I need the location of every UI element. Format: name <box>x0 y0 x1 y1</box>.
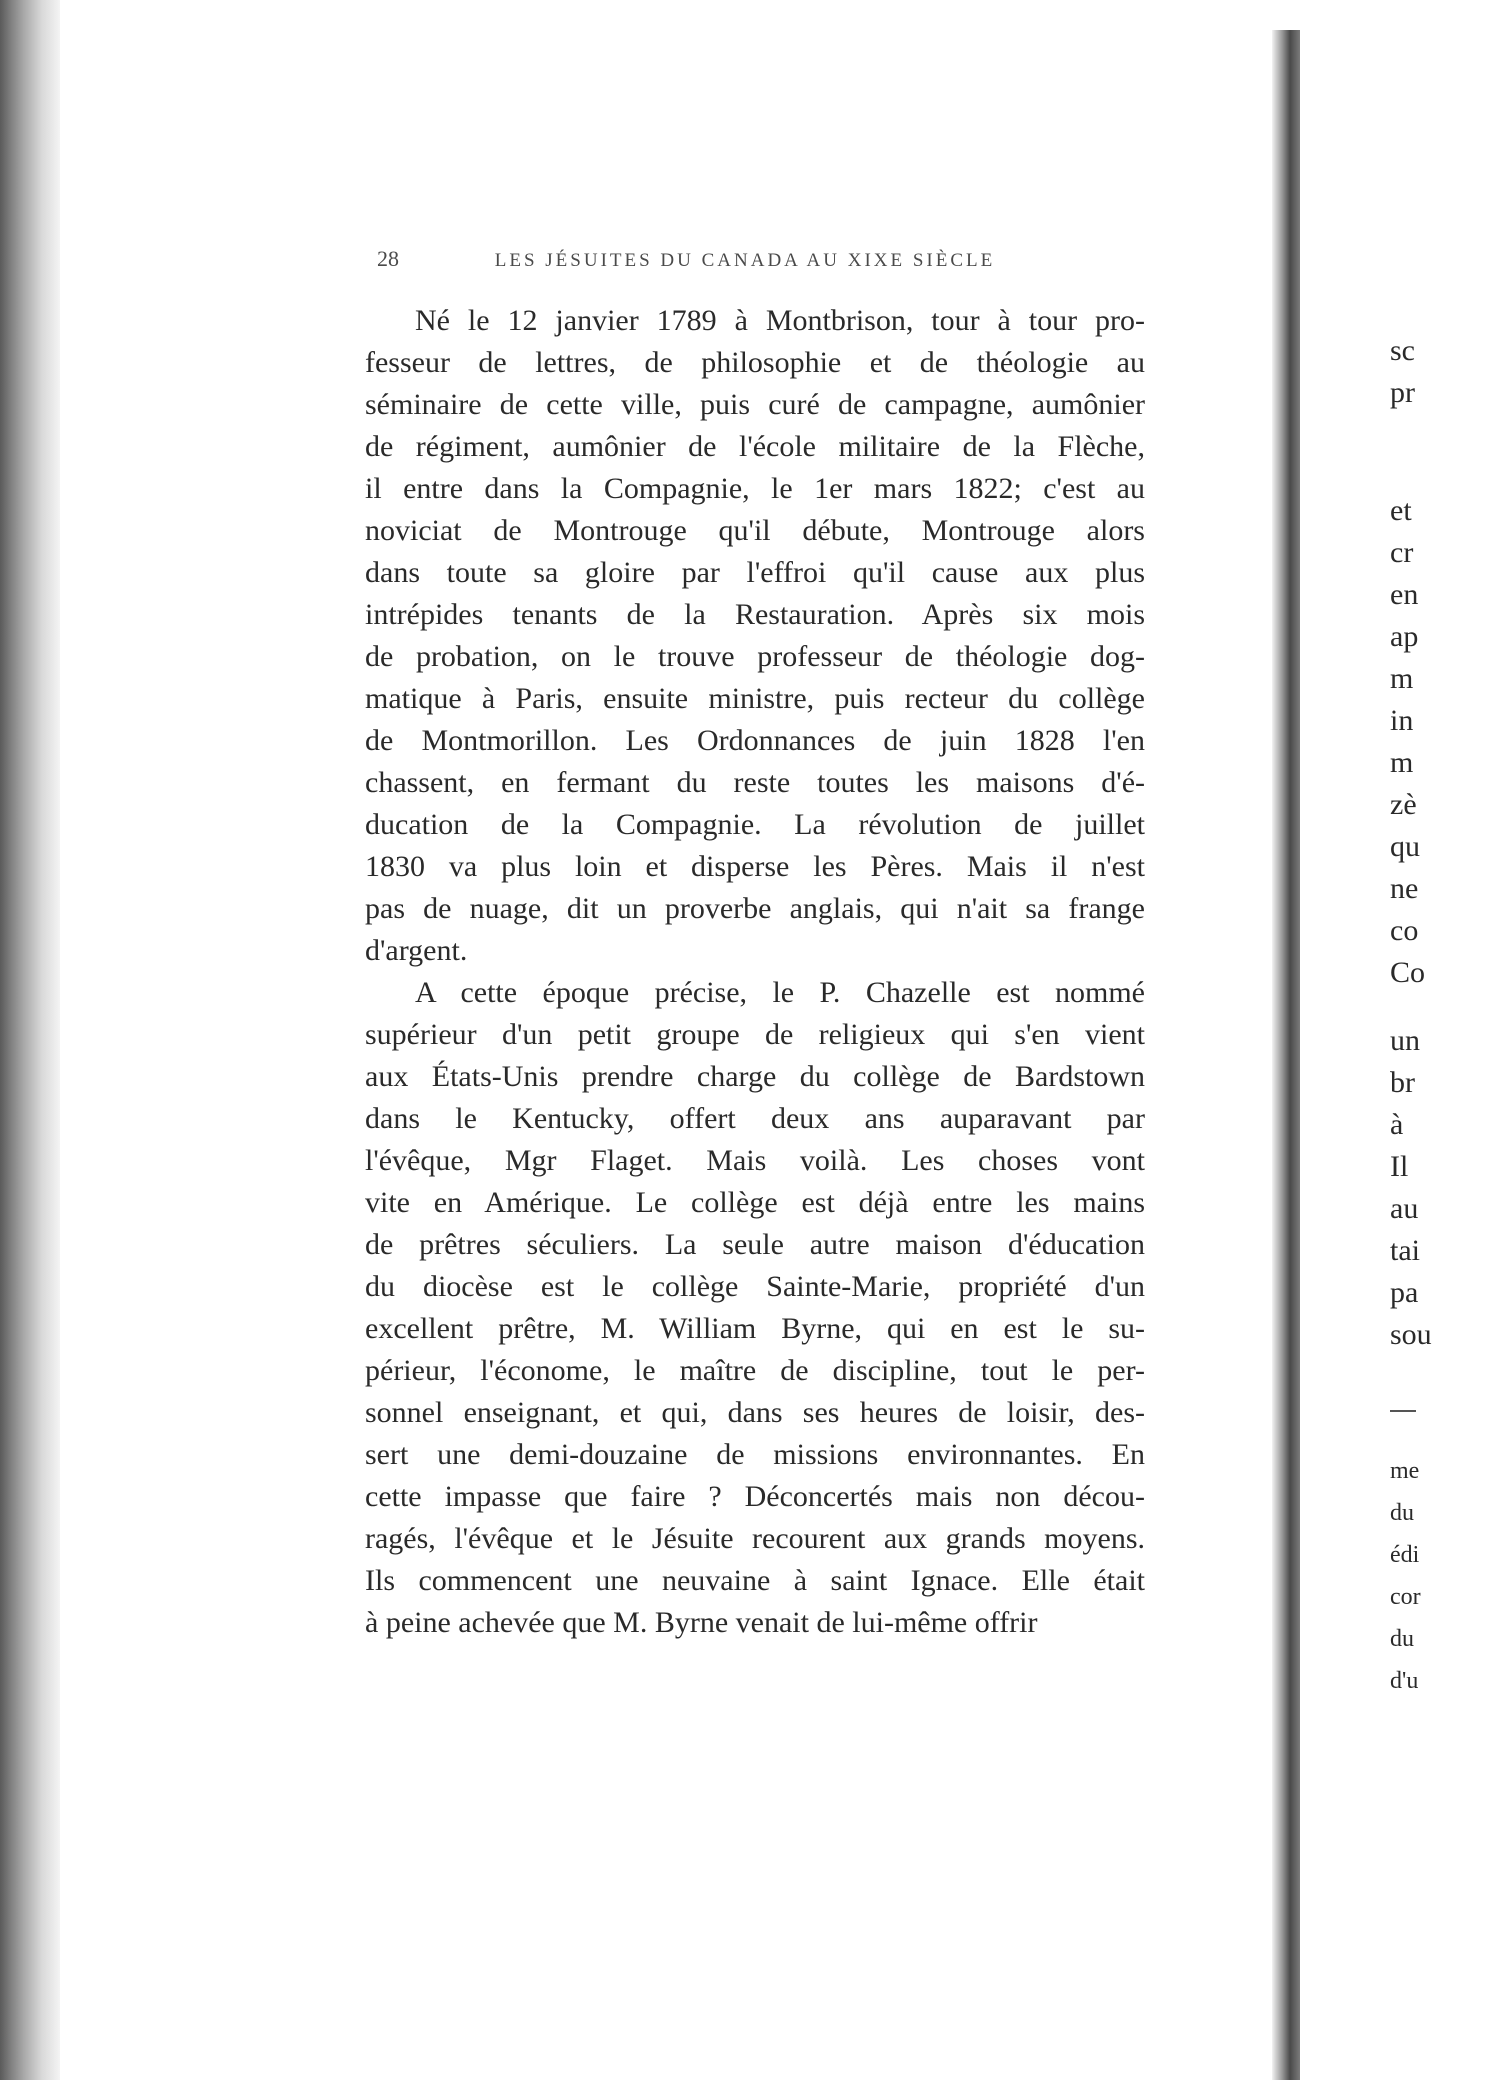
text-line: de probation, on le trouve professeur de théologie dog- <box>365 640 1145 673</box>
text-line: fesseur de lettres, de philosophie et de théologie au <box>365 346 1145 379</box>
facing-page-fragment: Co <box>1390 956 1426 989</box>
text-line: périeur, l'économe, le maître de discipline, tout le per- <box>365 1354 1145 1387</box>
facing-page-fragment: qu <box>1390 830 1420 863</box>
text-line: Né le 12 janvier 1789 à Montbrison, tour à tour pro- <box>415 304 1145 337</box>
facing-page-fragment: tai <box>1390 1234 1420 1267</box>
facing-page-fragment: m <box>1390 662 1414 695</box>
facing-page-fragment: d'u <box>1390 1668 1419 1694</box>
facing-page-fragment: ap <box>1390 620 1419 653</box>
text-line: pas de nuage, dit un proverbe anglais, qui n'ait sa frange <box>365 892 1145 925</box>
facing-page-fragment: et <box>1390 494 1412 527</box>
text-line: chassent, en fermant du reste toutes les maisons d'é- <box>365 766 1145 799</box>
running-title: LES JÉSUITES DU CANADA AU XIXE SIÈCLE <box>494 250 996 271</box>
text-line: excellent prêtre, M. William Byrne, qui en est le su- <box>365 1312 1145 1345</box>
facing-page-fragment: sc <box>1390 334 1415 367</box>
text-line: ragés, l'évêque et le Jésuite recourent aux grands moyens. <box>365 1522 1145 1555</box>
facing-page-fragment: cor <box>1390 1584 1421 1610</box>
book-gutter <box>1272 30 1300 2080</box>
facing-page-fragment: cr <box>1390 536 1414 569</box>
facing-page-fragment: me <box>1390 1458 1420 1484</box>
facing-page-fragment: m <box>1390 746 1414 779</box>
facing-page-fragment: un <box>1390 1024 1420 1057</box>
facing-page-fragment: à <box>1390 1108 1404 1141</box>
facing-page-fragment: zè <box>1390 788 1417 821</box>
footnote-rule <box>1390 1410 1416 1412</box>
text-line: dans le Kentucky, offert deux ans auparavant par <box>365 1102 1145 1135</box>
facing-page-fragment: in <box>1390 704 1414 737</box>
text-line: intrépides tenants de la Restauration. Après six mois <box>365 598 1145 631</box>
text-line: sonnel enseignant, et qui, dans ses heures de loisir, des- <box>365 1396 1145 1429</box>
text-line: de régiment, aumônier de l'école militaire de la Flèche, <box>365 430 1145 463</box>
text-line: de Montmorillon. Les Ordonnances de juin 1828 l'en <box>365 724 1145 757</box>
text-line: du diocèse est le collège Sainte-Marie, propriété d'un <box>365 1270 1145 1303</box>
facing-page-fragment: br <box>1390 1066 1415 1099</box>
text-line: il entre dans la Compagnie, le 1er mars 1822; c'est au <box>365 472 1145 505</box>
text-line: dans toute sa gloire par l'effroi qu'il cause aux plus <box>365 556 1145 589</box>
text-line: vite en Amérique. Le collège est déjà entre les mains <box>365 1186 1145 1219</box>
facing-page-fragment: pr <box>1390 376 1415 409</box>
text-line: sert une demi-douzaine de missions environnantes. En <box>365 1438 1145 1471</box>
facing-page-fragment: édi <box>1390 1542 1420 1568</box>
text-line: 1830 va plus loin et disperse les Pères. Mais il n'est <box>365 850 1145 883</box>
text-line: matique à Paris, ensuite ministre, puis recteur du collège <box>365 682 1145 715</box>
text-line: séminaire de cette ville, puis curé de campagne, aumônier <box>365 388 1145 421</box>
running-head <box>377 246 1177 276</box>
facing-page-fragment: pa <box>1390 1276 1419 1309</box>
text-line: supérieur d'un petit groupe de religieux qui s'en vient <box>365 1018 1145 1051</box>
text-line: ducation de la Compagnie. La révolution de juillet <box>365 808 1145 841</box>
facing-page-fragment: sou <box>1390 1318 1432 1351</box>
text-line: Ils commencent une neuvaine à saint Ignace. Elle était <box>365 1564 1145 1597</box>
text-line: l'évêque, Mgr Flaget. Mais voilà. Les choses vont <box>365 1144 1145 1177</box>
facing-page-fragment: au <box>1390 1192 1419 1225</box>
facing-page-fragment: du <box>1390 1500 1414 1526</box>
facing-page-fragment: co <box>1390 914 1419 947</box>
facing-page-fragment: du <box>1390 1626 1414 1652</box>
book-binding-edge <box>0 0 60 2080</box>
page-number: 28 <box>377 246 399 271</box>
text-line: de prêtres séculiers. La seule autre maison d'éducation <box>365 1228 1145 1261</box>
body-text <box>365 300 1145 1644</box>
text-line: à peine achevée que M. Byrne venait de lui-même offrir <box>365 1606 1038 1639</box>
paragraph-2 <box>365 972 1145 1644</box>
text-line: noviciat de Montrouge qu'il débute, Montrouge alors <box>365 514 1145 547</box>
facing-page-fragment: Il <box>1390 1150 1409 1183</box>
facing-page-fragment: en <box>1390 578 1419 611</box>
text-line: aux États-Unis prendre charge du collège de Bardstown <box>365 1060 1145 1093</box>
text-line: cette impasse que faire ? Déconcertés mais non décou- <box>365 1480 1145 1513</box>
facing-page-fragment: ne <box>1390 872 1419 905</box>
paragraph-1 <box>365 300 1145 972</box>
text-line: A cette époque précise, le P. Chazelle est nommé <box>415 976 1145 1009</box>
text-line: d'argent. <box>365 934 468 967</box>
